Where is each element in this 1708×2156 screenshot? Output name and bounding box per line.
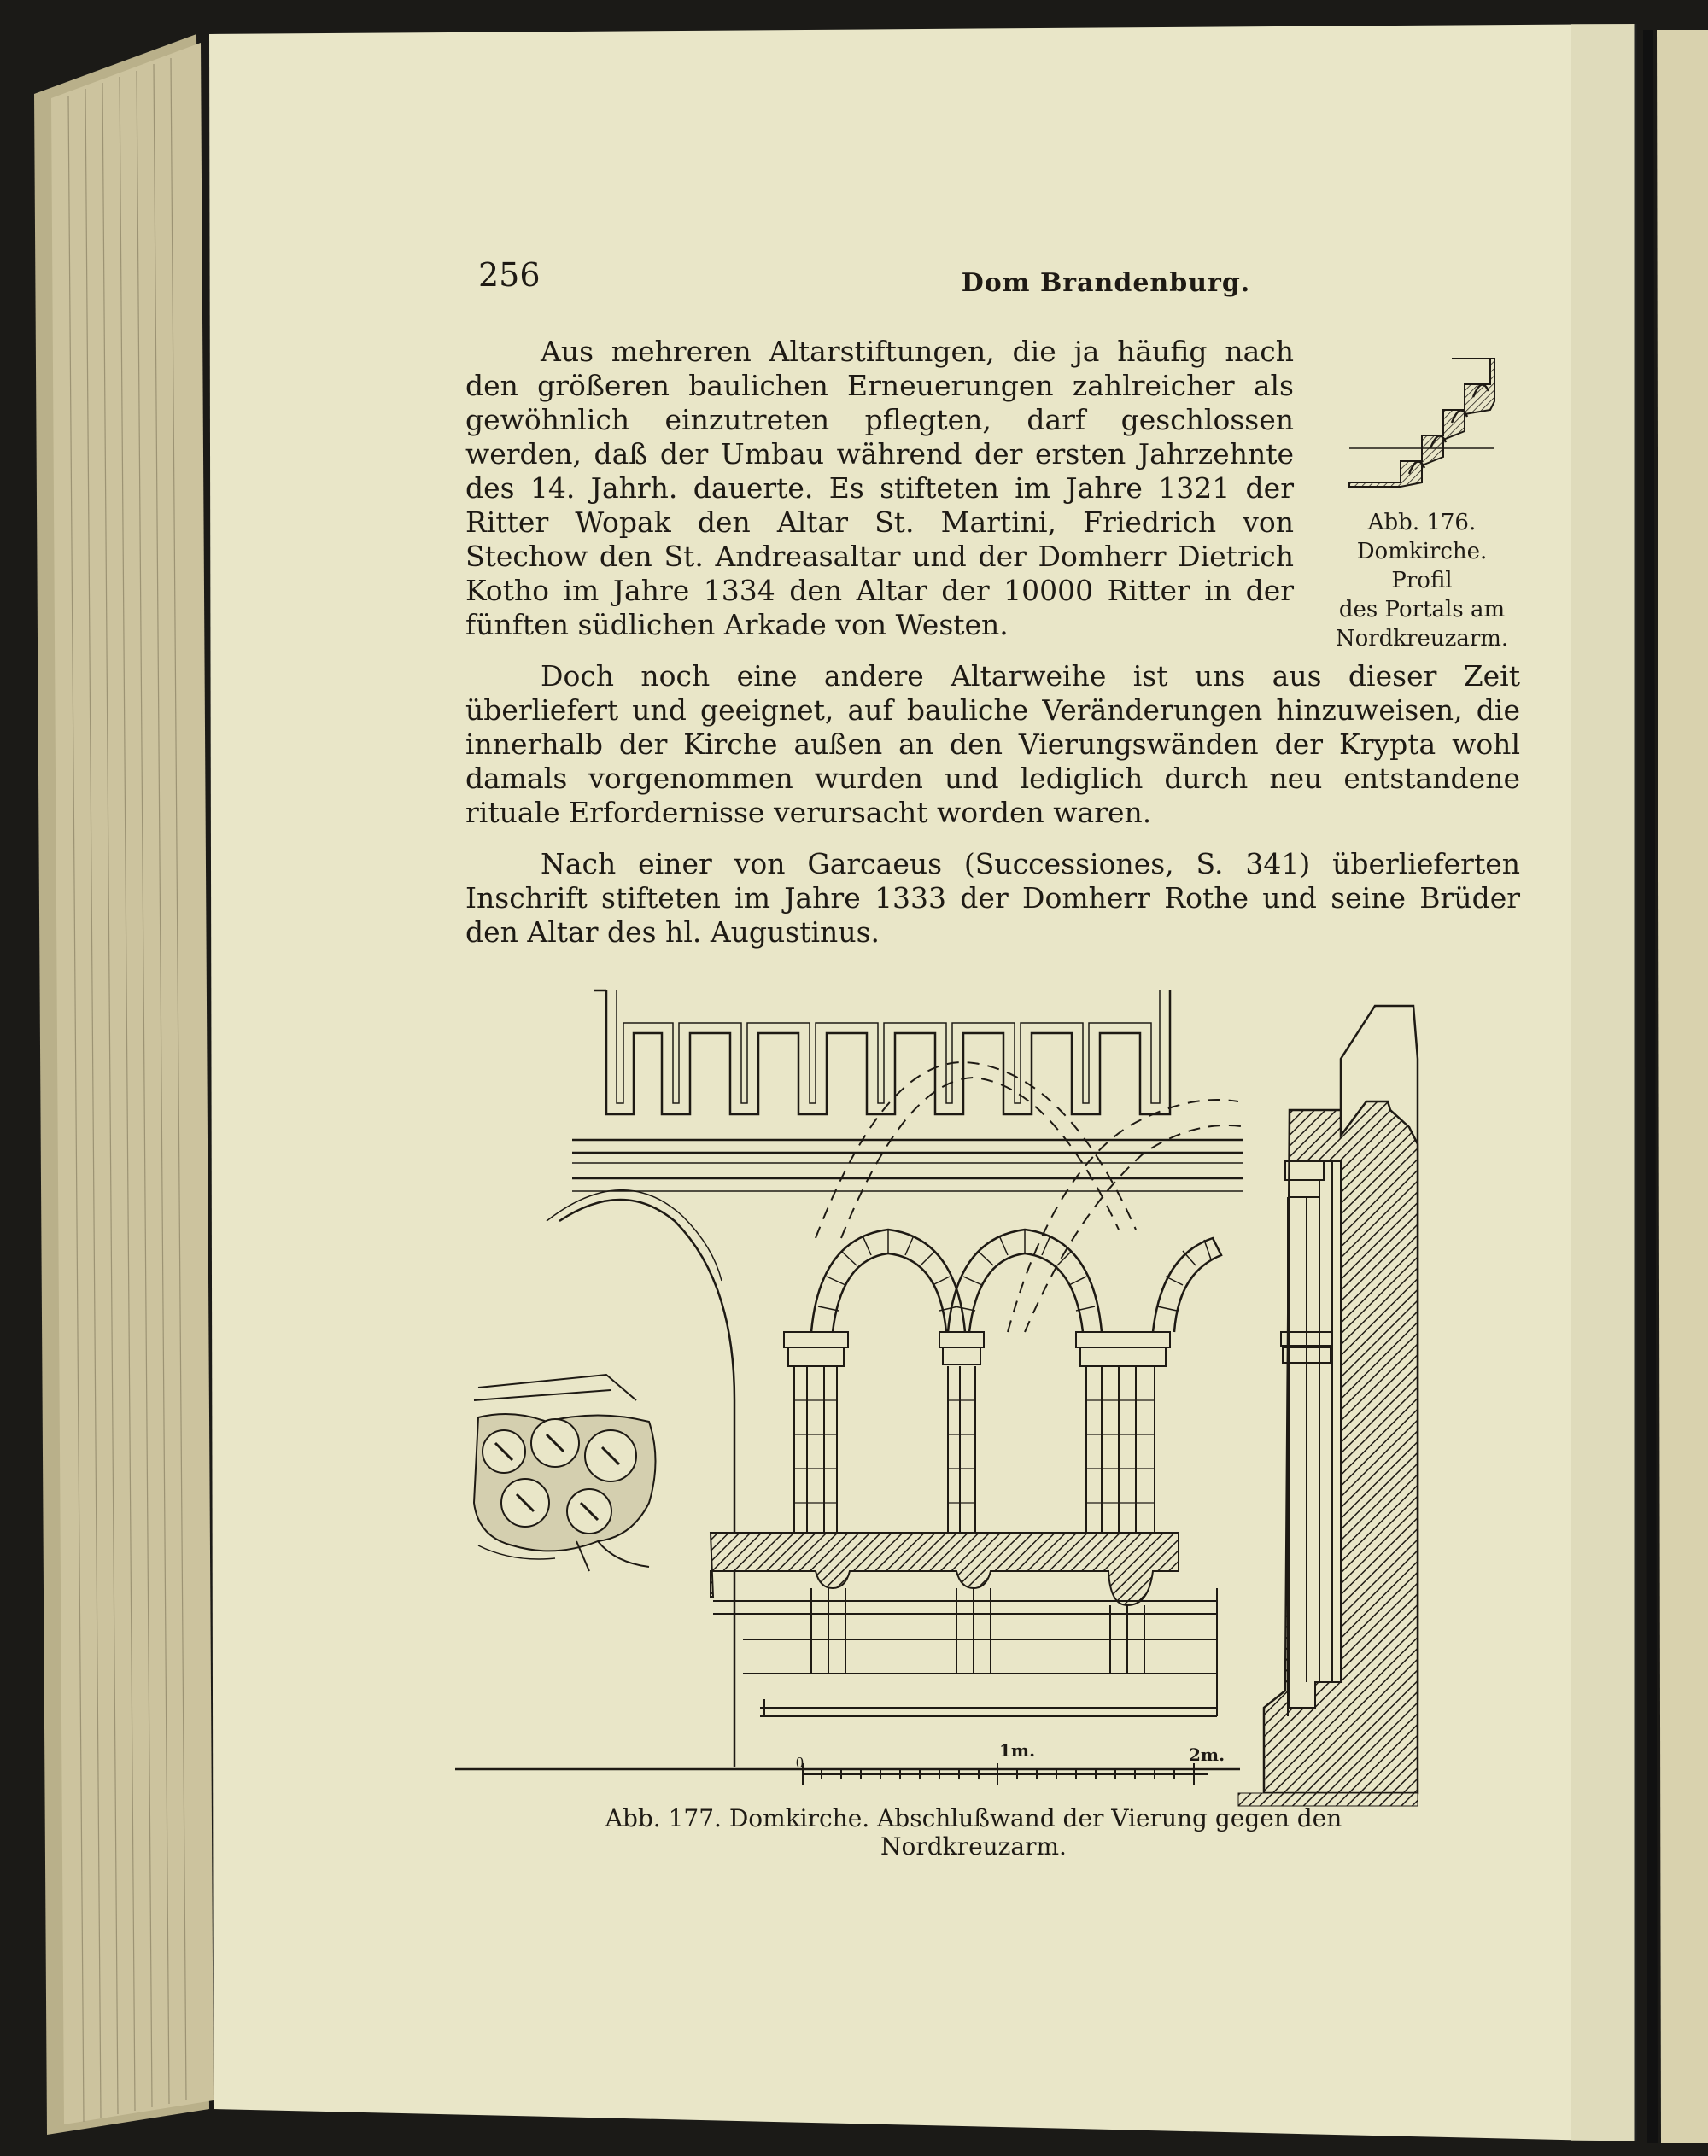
figure-177-caption: Abb. 177. Domkirche. Abschlußwand der Vierung gegen den Nordkreuzarm.: [605, 1804, 1342, 1861]
paragraph-1: Aus mehreren Altarstiftungen, die ja häufig nach den größeren baulichen Erneuerungen zahlreicher als gewöhnlich einzutreten pflegten, darf geschlossen werden, daß der Umbau während der ersten Jahrzehnte des 14. Jahrh. dauerte. Es stifteten im Jahre 1321 der Ritter Wopak den Altar St. Martini, Friedrich von Stechow den St. Andreasaltar und der Domherr Dietrich Kotho im Jahre 1334 den Altar der 10000 Ritter in der fünften südlichen Arkade von Westen.: [465, 335, 1294, 641]
figure-176-caption-line: Profil: [1391, 568, 1453, 593]
scale-label-1m: 1m.: [999, 1740, 1036, 1761]
figure-176-caption-line: Domkirche.: [1356, 539, 1488, 564]
running-title: Dom Brandenburg.: [961, 268, 1251, 298]
paragraph-3: Nach einer von Garcaeus (Successiones, S. 341) überlieferten Inschrift stifteten im Jahre 1333 der Domherr Rothe und seine Brüder den Altar des hl. Augustinus.: [465, 847, 1520, 949]
running-head: [478, 256, 1708, 307]
scale-label-0: 0: [796, 1754, 804, 1771]
figure-176-caption-line: Nordkreuzarm.: [1335, 626, 1509, 651]
figure-176-caption-line: des Portals am: [1338, 597, 1506, 622]
figure-176-caption-line: Abb. 176.: [1367, 510, 1477, 535]
page-number: 256: [478, 256, 541, 294]
facing-page: [1657, 30, 1708, 2143]
scale-label-2m: 2m.: [1189, 1744, 1225, 1765]
paragraph-2: Doch noch eine andere Altarweihe ist uns aus dieser Zeit überliefert und geeignet, auf bauliche Veränderungen hinzuweisen, die innerhalb der Kirche außen an den Vierungswänden der Krypta wohl damals vorgenommen wurden und lediglich durch neu entstandene rituale Erfordernisse verursacht worden waren.: [465, 659, 1520, 829]
figure-176-caption: [1324, 508, 1520, 653]
page-edges: [34, 34, 214, 2135]
